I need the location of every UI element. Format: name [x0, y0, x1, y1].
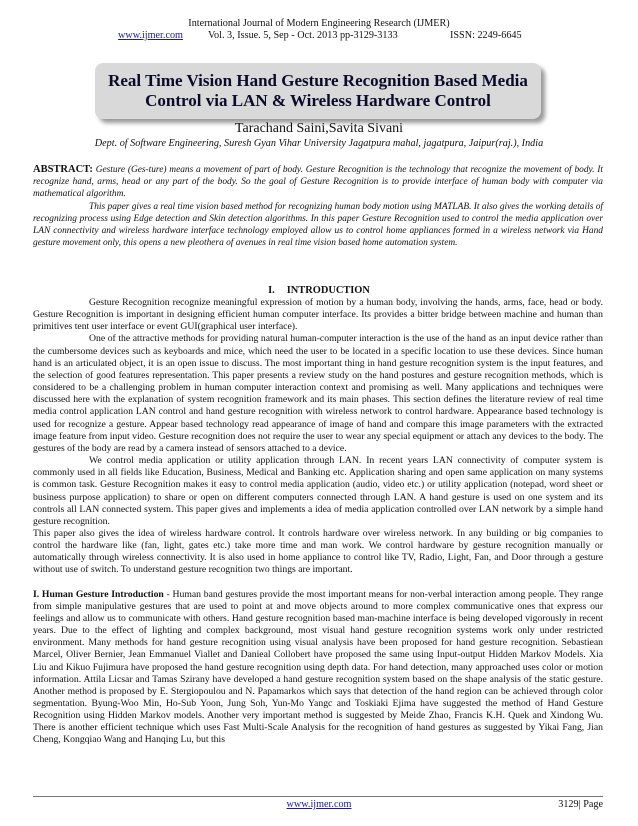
footer-website-link[interactable]: www.ijmer.com [286, 799, 352, 810]
affiliation: Dept. of Software Engineering, Suresh Gyan Vihar University Jagatpura mahal, jagatpura, Jaipur(raj.), India [94, 138, 544, 149]
journal-meta [118, 30, 538, 42]
paper-title-box [95, 63, 541, 119]
body-paragraph-2: One of the attractive methods for providing natural human-computer interaction is the use of the hand as an input device rather than the cumbersome devices such as keyboards and mice, which need the user to be located in a specific location to use these devices. Since human hand is an articulated object, it is an open issue to discuss. The most important thing in hand gesture recognition system is the input features, and the selection of good features representation. This paper presents a review study on the hand postures and gesture recognition methods, which is considered to be a challenging problem in human computer interaction context and promising as well. Many applications and techniques were discussed here with the explanation of system recognition framework and its main phases. This section defines the literature review of real time media control application LAN control and hand gesture recognition with wireless network to control hardware. Appearance based technology is used for recognize a gesture. Appear based technology read appearance of image of hand and compare this image parameters with the extracted image feature from input video. Gesture recognition does not require the user to wear any special equipment or attach any devices to the body. The gestures of the body are read by a camera instead of sensors attached to a device. [33, 333, 603, 454]
body-paragraph-1: Gesture Recognition recognize meaningful expression of motion by a human body, involving the hands, arms, face, head or body. Gesture Recognition is important in designing efficient human computer interface. Its provides a bitter bridge between machine and human than primitives tent user interface or event GUI(graphical user interface). [33, 297, 603, 333]
volume-info: Vol. 3, Issue. 5, Sep - Oct. 2013 pp-3129-3133 [208, 30, 398, 41]
journal-website-link[interactable]: www.ijmer.com [118, 30, 183, 41]
section-heading [0, 285, 638, 297]
abstract-label: ABSTRACT: [33, 164, 93, 175]
page-footer [0, 799, 638, 811]
abstract-text-1: Gesture (Ges-ture) means a movement of part of body. Gesture Recognition is the technology that recognize the movement of body. It recognize hand, arms, head or any part of the body. So the goal of Gesture Recognition is to provide interface of human body with computer via mathematical algorithm. [33, 165, 604, 200]
section-body [33, 297, 603, 747]
paper-title-line-2: Control via LAN & Wireless Hardware Control [145, 91, 491, 110]
section-number: I. [268, 285, 275, 296]
abstract-paragraph-2: This paper gives a real time vision based method for recognizing human body motion using MATLAB. It also gives the working details of recognizing process using Edge detection and Skin detection algorithms. In this paper Gesture Recognition used to control the media application over LAN connectivity and wireless hardware interface technology employed allow us to control home appliances formed in a wireless network via Hand gesture movement only, this opens a new pleothera of avenues in real time vision based home automation system. [33, 201, 603, 249]
section-title: INTRODUCTION [286, 285, 370, 296]
journal-name: International Journal of Modern Engineering Research (IJMER) [188, 18, 450, 29]
body-paragraph-4: This paper also gives the idea of wireless hardware control. It controls hardware over wireless network. In any building or big companies to control the hardware like (fan, light, gates etc.) take more time and man work. We control hardware by gesture recognition manually or automatically through wireless connectivity. It is also used in home appliance to control like TV, Radio, Light, Fan, and Door through a gesture without use of switch. To understand gesture recognition two things are important. [33, 527, 603, 576]
paper-title-line-1: Real Time Vision Hand Gesture Recognition Based Media [108, 71, 528, 90]
subsection-text: - Human band gestures provide the most important means for non-verbal interaction among people. They range from simple manipulative gestures that are used to point at and move objects around to more complex communicative ones that express our feelings and allow us to communicate with others. Hand gesture recognition based man-machine interface is being developed vigorously in recent years. Due to the effect of lighting and complex background, most visual hand gesture recognition systems work only under restricted environment. Many methods for hand gesture recognition using visual analysis have been proposed for hand gesture recognition. Sebastiean Marcel, Oliver Bernier, Jean Emmanuel Viallet and Danieal Collobert have proposed the same using Input-output Hidden Markov Models. Xia Liu and Kikuo Fujimura have proposed the hand gesture recognition using depth data. For hand detection, many approached uses color or motion information. Attila Licsar and Tamas Szirany have developed a hand gesture recognition system based on the shape analysis of the static gesture. Another method is proposed by E. Stergiopoulou and N. Papamarkos which says that detection of the hand region can be achieved through color segmentation. Byung-Woo Min, Ho-Sub Yoon, Jung Soh, Yun-Mo Yangc and Toskiaki Ejima have suggested the method of Hand Gesture Recognition using Hidden Markov models. Another very important method is suggested by Meide Zhao, Francis K.H. Quek and Xindong Wu. There is another efficient technique which uses Fast Multi-Scale Analysis for the recognition of hand gestures as suggested by Yikai Fang, Jian Cheng, Kongqiao Wang and Hanqing Lu, but this [33, 588, 603, 746]
body-paragraph-3: We control media application or utility application through LAN. In recent years LAN connectivity of computer system is commonly used in all fields like Education, Business, Medical and Banking etc. Application sharing and open same application on many systems is common task. Gesture Recognition makes it easy to control media application (audio, video etc.) or utility application (notepad, word sheet or business purpose application) to share or open on different computers connected through LAN. A hand gesture is used on one system and its controls all LAN connected system. This paper gives and implements a idea of media application controlled over LAN network by a simple hand gesture recognition. [33, 455, 603, 527]
issn: ISSN: 2249-6645 [450, 30, 522, 41]
abstract-paragraph-1 [33, 164, 603, 201]
subsection-paragraph [33, 589, 603, 747]
subsection-title: I. Human Gesture Introduction [33, 588, 164, 600]
footer-divider [33, 796, 603, 797]
authors: Tarachand Saini,Savita Sivani [234, 121, 404, 136]
abstract [33, 164, 603, 249]
page-number: 3129| Page [558, 799, 603, 810]
